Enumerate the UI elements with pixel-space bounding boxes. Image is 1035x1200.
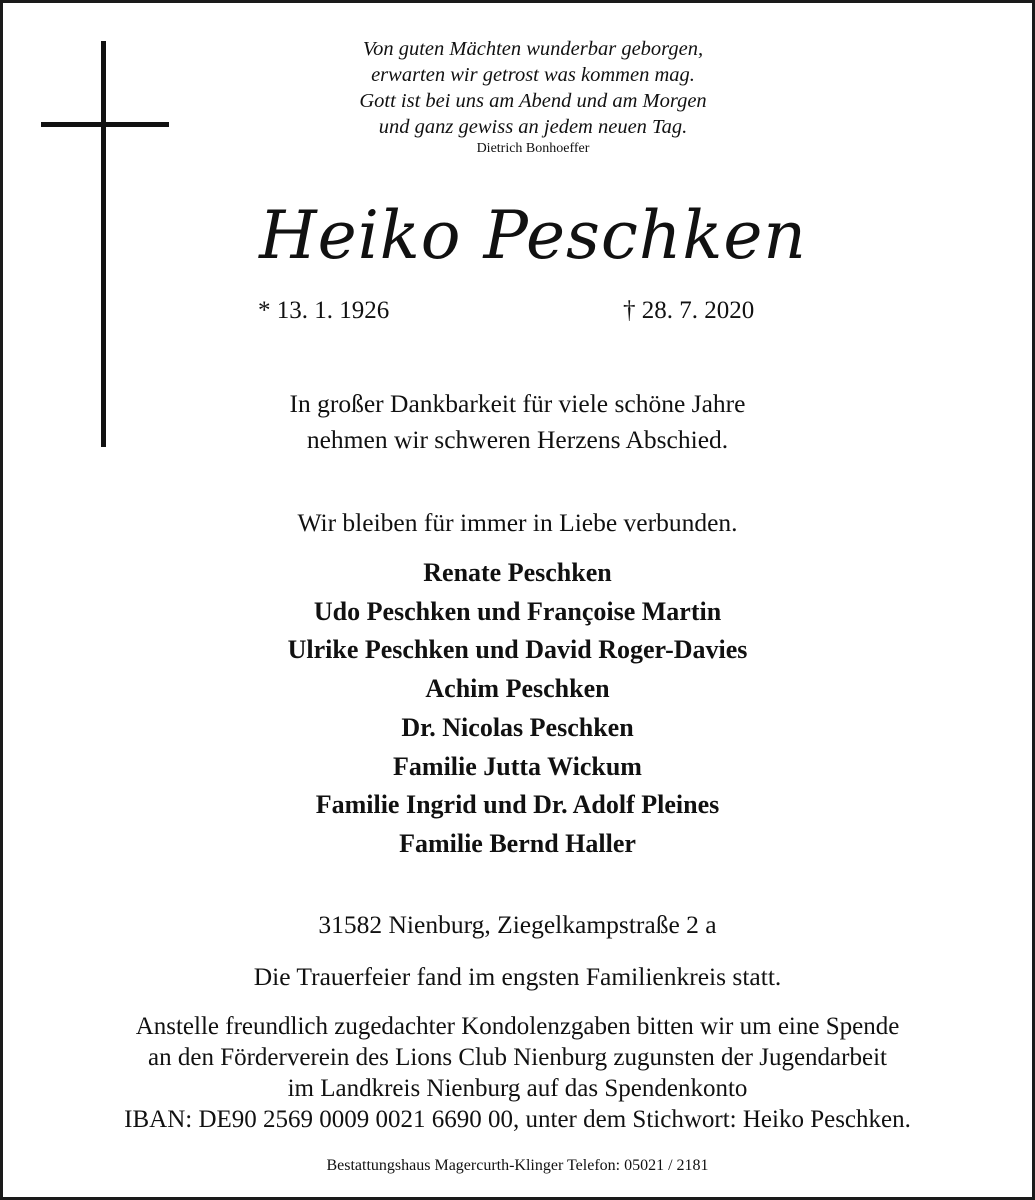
family-member: Ulrike Peschken und David Roger-Davies — [287, 635, 748, 665]
funeral-home-footer — [3, 1155, 1032, 1177]
family-list — [3, 554, 1032, 864]
poem-line: Gott ist bei uns am Abend und am Morgen — [359, 90, 707, 112]
family-member: Dr. Nicolas Peschken — [401, 712, 634, 742]
poem-line: und ganz gewiss an jedem neuen Tag. — [378, 116, 688, 138]
ceremony-line: Die Trauerfeier fand im engsten Familienkreis statt. — [253, 962, 782, 991]
family-member: Renate Peschken — [423, 558, 612, 587]
death-date: † 28. 7. 2020 — [623, 297, 755, 324]
iban-line: IBAN: DE90 2569 0009 0021 6690 00, unter dem Stichwort: Heiko Peschken. — [124, 1106, 911, 1133]
address — [3, 907, 1032, 943]
gratitude-line: nehmen wir schweren Herzens Abschied. — [306, 425, 729, 454]
family-member: Familie Jutta Wickum — [393, 751, 642, 781]
family-member: Achim Peschken — [425, 674, 610, 704]
poem-line: Von guten Mächten wunderbar geborgen, — [362, 38, 704, 60]
gratitude-line: In großer Dankbarkeit für viele schöne Jahre — [289, 389, 746, 418]
donation-line: an den Förderverein des Lions Club Nienburg zugunsten der Jugendarbeit — [148, 1044, 887, 1071]
family-member: Udo Peschken und Françoise Martin — [313, 596, 722, 626]
bond-text — [3, 505, 1032, 541]
funeral-home-contact: Bestattungshaus Magercurth-Klinger Telefon: 05021 / 2181 — [326, 1157, 709, 1174]
birth-date: * 13. 1. 1926 — [258, 297, 390, 324]
cross-icon-bar — [41, 122, 169, 127]
donation-line: Anstelle freundlich zugedachter Kondolenzgaben bitten wir um eine Spende — [135, 1013, 900, 1040]
donation-note — [3, 1011, 1032, 1135]
address-line: 31582 Nienburg, Ziegelkampstraße 2 a — [318, 910, 717, 939]
deceased-name: Heiko Peschken — [259, 197, 807, 274]
family-member: Familie Bernd Haller — [399, 828, 636, 858]
ceremony-note — [3, 959, 1032, 995]
poem-line: erwarten wir getrost was kommen mag. — [371, 64, 695, 86]
poem-author: Dietrich Bonhoeffer — [476, 141, 590, 156]
bond-line: Wir bleiben für immer in Liebe verbunden. — [297, 508, 738, 537]
family-member: Familie Ingrid und Dr. Adolf Pleines — [315, 790, 720, 820]
poem — [223, 36, 843, 158]
donation-line: im Landkreis Nienburg auf das Spendenkonto — [287, 1075, 748, 1102]
gratitude-text — [3, 386, 1032, 458]
